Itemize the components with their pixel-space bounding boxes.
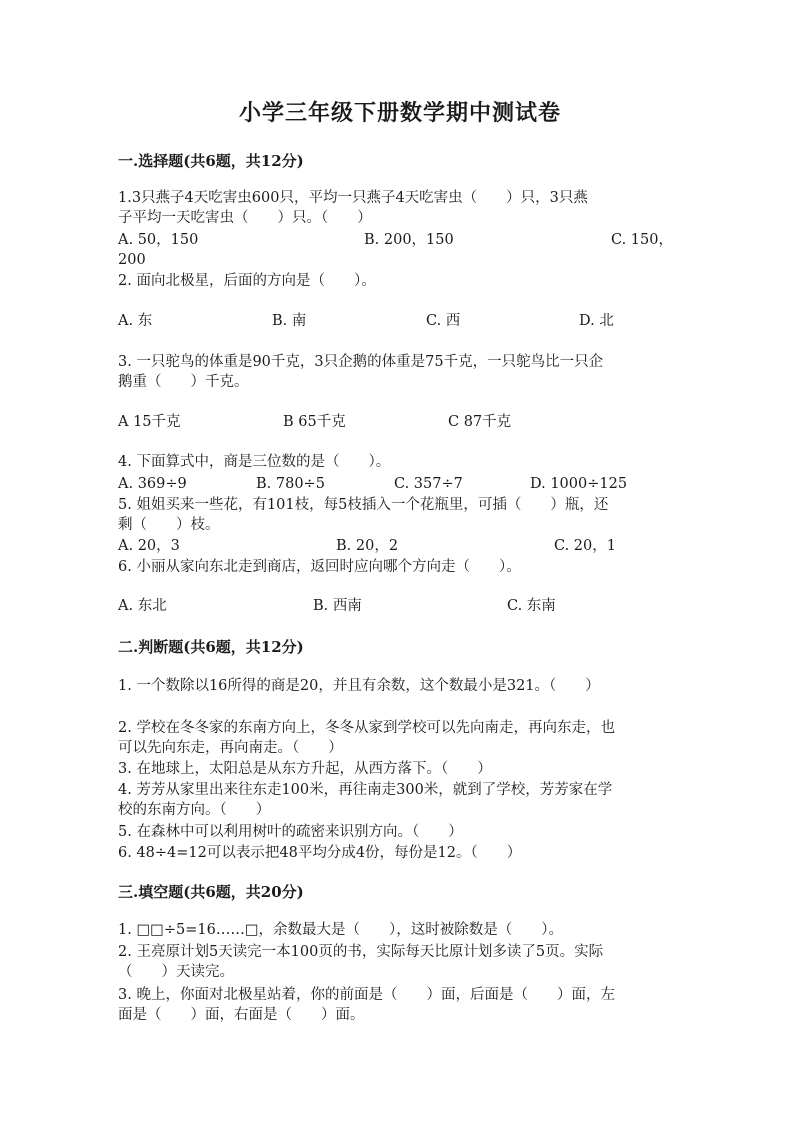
option-row	[118, 474, 678, 494]
option-b: B. 20，2	[336, 538, 399, 554]
statement-text: 5. 在森林中可以利用树叶的疏密来识别方向。（ ）	[118, 824, 463, 840]
option-b: B. 780÷5	[256, 476, 325, 492]
option-a: A. 50，150	[118, 232, 199, 248]
statement-text: 2. 学校在冬冬家的东南方向上，冬冬从家到学校可以先向南走，再向东走，也	[118, 720, 615, 736]
option-c: C. 西	[426, 313, 461, 329]
option-row	[118, 536, 678, 556]
option-d: D. 北	[579, 313, 614, 329]
statement-text: 1. 一个数除以16所得的商是20，并且有余数，这个数最小是321。（ ）	[118, 678, 600, 694]
option-c: C. 东南	[507, 598, 556, 614]
statement-text: 校的东南方向。（ ）	[118, 802, 271, 818]
section-heading-fill-in: 三.填空题(共6题，共20分)	[118, 883, 304, 901]
option-row	[118, 412, 678, 432]
question-text: 子平均一天吃害虫（ ）只。（ ）	[118, 210, 372, 226]
option-a: A. 369÷9	[118, 476, 187, 492]
option-row	[118, 596, 678, 616]
statement-text: 3. 在地球上，太阳总是从东方升起，从西方落下。（ ）	[118, 761, 492, 777]
question-text: （ ）天读完。	[118, 964, 234, 980]
statement-text: 可以先向东走，再向南走。（ ）	[118, 740, 343, 756]
option-c: C. 357÷7	[394, 476, 463, 492]
question-text: 3. 晚上，你面对北极星站着，你的前面是（ ）面，后面是（ ）面，左	[118, 987, 615, 1003]
option-a: A 15千克	[118, 414, 181, 430]
option-b: B. 200，150	[364, 232, 454, 248]
option-a: A. 20，3	[118, 538, 180, 554]
option-a: A. 东	[118, 313, 153, 329]
option-c: C 87千克	[448, 414, 512, 430]
option-row	[118, 311, 678, 331]
question-text: 6. 小丽从家向东北走到商店，返回时应向哪个方向走（ ）。	[118, 559, 521, 575]
question-text: 面是（ ）面，右面是（ ）面。	[118, 1007, 365, 1023]
page-title: 小学三年级下册数学期中测试卷	[238, 100, 561, 126]
question-text: 1.3只燕子4天吃害虫600只，平均一只燕子4天吃害虫（ ）只，3只燕	[118, 190, 588, 206]
section-heading-choice: 一.选择题(共6题，共12分)	[118, 152, 304, 170]
statement-text: 4. 芳芳从家里出来往东走100米，再往南走300米，就到了学校，芳芳家在学	[118, 782, 613, 798]
question-text: 3. 一只驼鸟的体重是90千克，3只企鹅的体重是75千克，一只鸵鸟比一只企	[118, 354, 604, 370]
question-text: 2. 王亮原计划5天读完一本100页的书，实际每天比原计划多读了5页。实际	[118, 944, 604, 960]
question-text: 剩（ ）枝。	[118, 517, 220, 533]
option-d: D. 1000÷125	[530, 476, 628, 492]
option-c: C. 20，1	[554, 538, 616, 554]
question-text: 4. 下面算式中，商是三位数的是（ ）。	[118, 454, 391, 470]
section-heading-judgement: 二.判断题(共6题，共12分)	[118, 638, 304, 656]
question-text: 鹅重（ ）千克。	[118, 374, 249, 390]
option-b: B. 西南	[313, 598, 362, 614]
option-row	[118, 230, 678, 250]
option-b: B 65千克	[283, 414, 346, 430]
question-text: 1. □□÷5=16……□，余数最大是（ ），这时被除数是（ ）。	[118, 922, 564, 938]
option-a: A. 东北	[118, 598, 167, 614]
question-text: 5. 姐姐买来一些花，有101枝，每5枝插入一个花瓶里，可插（ ）瓶，还	[118, 497, 609, 513]
option-c: C. 150，	[611, 232, 673, 248]
option-b: B. 南	[272, 313, 307, 329]
question-text: 2. 面向北极星，后面的方向是（ ）。	[118, 273, 376, 289]
statement-text: 6. 48÷4=12可以表示把48平均分成4份，每份是12。（ ）	[118, 845, 522, 861]
option-continuation: 200	[118, 252, 146, 268]
